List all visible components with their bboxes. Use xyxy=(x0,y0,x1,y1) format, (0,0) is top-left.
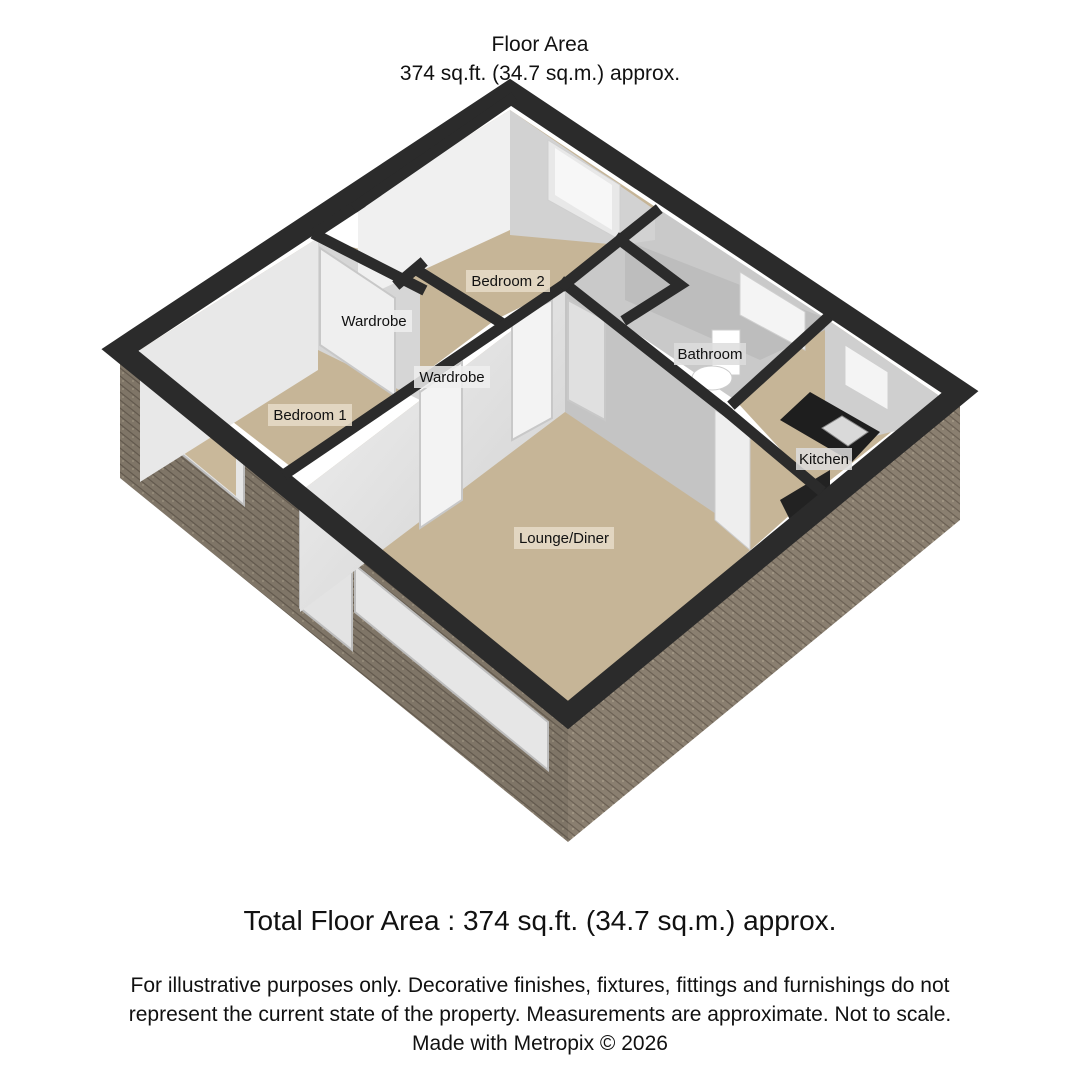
disclaimer-line-1: For illustrative purposes only. Decorative finishes, fixtures, fittings and furnishings do not xyxy=(130,974,950,997)
room-label-bedroom-2 xyxy=(466,270,550,292)
room-label-bedroom-1 xyxy=(268,404,352,426)
svg-text:Lounge/Diner: Lounge/Diner xyxy=(518,530,610,547)
disclaimer xyxy=(0,971,1080,1058)
svg-text:Wardrobe: Wardrobe xyxy=(341,313,407,330)
room-label-wardrobe-2 xyxy=(414,366,490,388)
total-floor-area: Total Floor Area : 374 sq.ft. (34.7 sq.m.) approx. xyxy=(243,905,837,936)
copyright-line: Made with Metropix © 2026 xyxy=(412,1032,668,1055)
room-label-lounge-diner xyxy=(514,527,614,549)
svg-text:Bathroom: Bathroom xyxy=(677,346,743,363)
svg-text:Bedroom 1: Bedroom 1 xyxy=(273,407,347,424)
disclaimer-line-2: represent the current state of the property. Measurements are approximate. Not to scale. xyxy=(128,1003,952,1026)
room-label-wardrobe-1 xyxy=(336,310,412,332)
room-label-kitchen xyxy=(796,448,852,470)
svg-text:Wardrobe: Wardrobe xyxy=(419,369,485,386)
svg-text:Bedroom 2: Bedroom 2 xyxy=(471,273,545,290)
svg-text:Kitchen: Kitchen xyxy=(798,451,850,468)
floor-area-subtitle: 374 sq.ft. (34.7 sq.m.) approx. xyxy=(399,62,681,85)
floor-area-title: Floor Area xyxy=(491,33,589,56)
room-label-bathroom xyxy=(674,343,746,365)
